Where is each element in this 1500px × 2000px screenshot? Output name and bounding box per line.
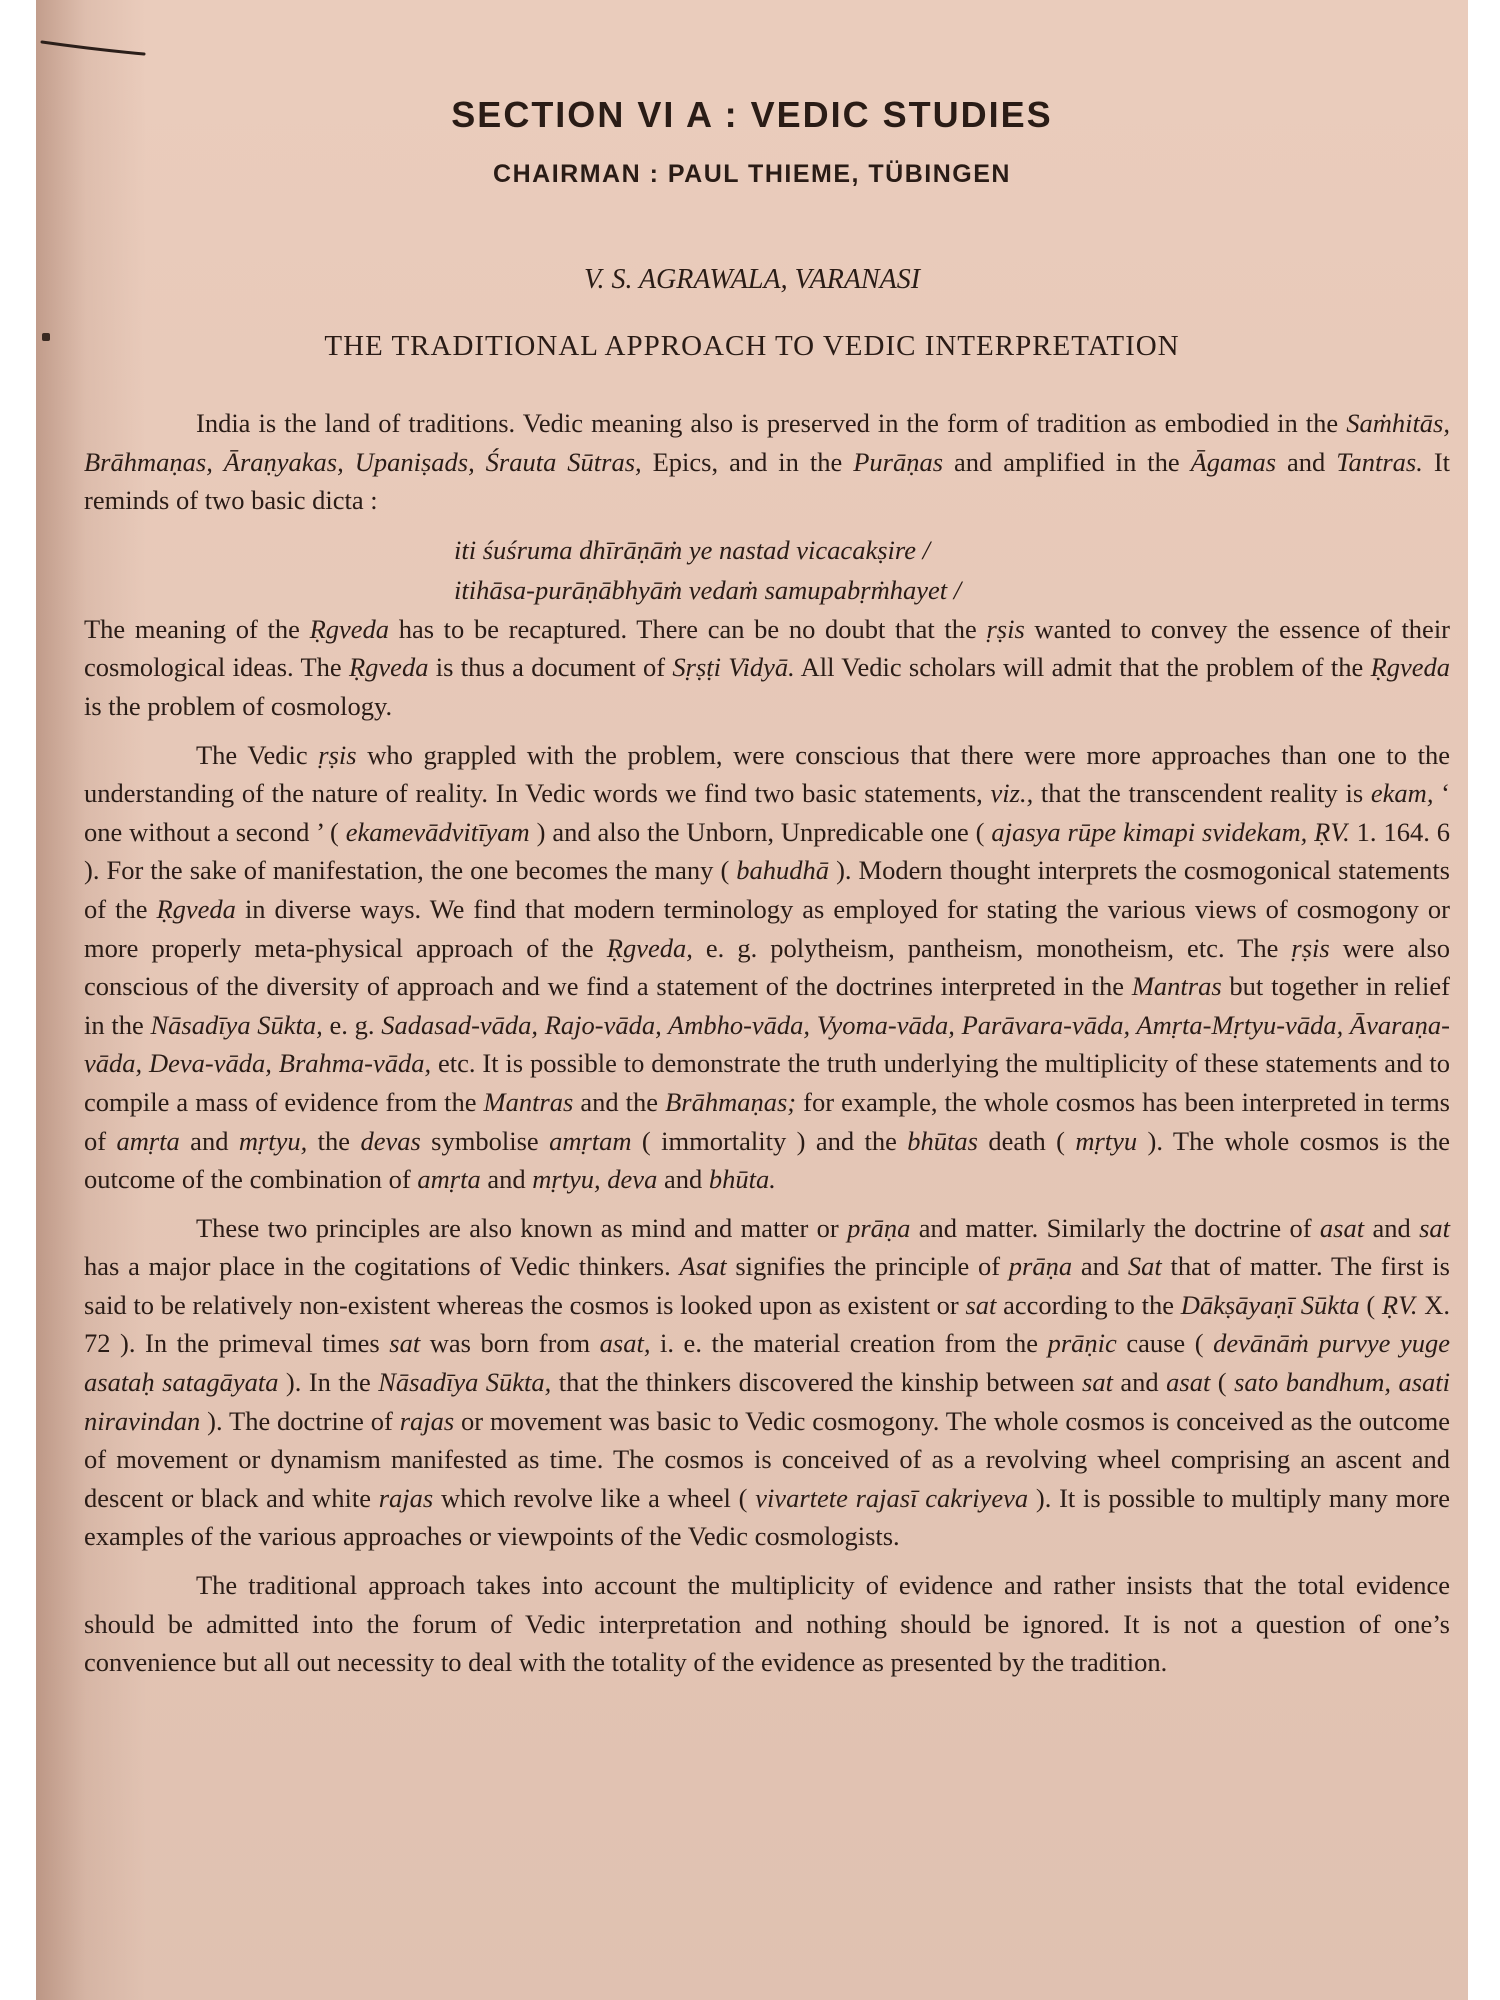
- author-line: V. S. AGRAWALA, VARANASI: [583, 264, 921, 295]
- paragraph-3: The Vedic ṛṣis who grappled with the problem, were conscious that there were more approaches than one to the understanding of the nature of reality. In Vedic words we find two basic statements, viz., that the transcendent reality is ekam, ‘ one without a second ’ ( ekamevādvitīyam ) and also the Unborn, Unpredicable one ( ajasya rūpe kimapi svidekam, ṚV. 1. 164. 6 ). For the sake of manifestation, the one becomes the many ( bahudhā ). Modern thought interprets the cosmogonical statements of the Ṛgveda in diverse ways. We find that modern terminology as employed for stating the various views of cosmogony or more properly meta-physical approach of the Ṛgveda, e. g. polytheism, pantheism, monotheism, etc. The ṛṣis were also conscious of the diversity of approach and we find a statement of the doctrines interpreted in the Mantras but together in relief in the Nāsadīya Sūkta, e. g. Sadasad-vāda, Rajo-vāda, Ambho-vāda, Vyoma-vāda, Parāvara-vāda, Amṛta-Mṛtyu-vāda, Āvaraṇa-vāda, Deva-vāda, Brahma-vāda, etc. It is possible to demonstrate the truth underlying the multiplicity of these statements and to compile a mass of evidence from the Mantras and the Brāhmaṇas; for example, the whole cosmos has been interpreted in terms of amṛta and mṛtyu, the devas symbolise amṛtam ( immortality ) and the bhūtas death ( mṛtyu ). The whole cosmos is the outcome of the combination of amṛta and mṛtyu, deva and bhūta.: [84, 739, 1451, 1195]
- article-title: THE TRADITIONAL APPROACH TO VEDIC INTERPRETATION: [324, 330, 1180, 362]
- paragraph-4: These two principles are also known as mind and matter or prāṇa and matter. Similarly the doctrine of asat and sat has a major place in the cogitations of Vedic thinkers. Asat signifies the principle of prāṇa and Sat that of matter. The first is said to be relatively non-existent whereas the cosmos is looked upon as existent or sat according to the Dākṣāyaṇī Sūkta ( ṚV. X. 72 ). In the primeval times sat was born from asat, i. e. the material creation from the prāṇic cause ( devānāṁ purvye yuge asataḥ satagāyata ). In the Nāsadīya Sūkta, that the thinkers discovered the kinship between sat and asat ( sato bandhum, asati niravindan ). The doctrine of rajas or movement was basic to Vedic cosmogony. The whole cosmos is conceived as the outcome of movement or dynamism manifested as time. The cosmos is conceived of as a revolving wheel comprising an ascent and descent or black and white rajas which revolve like a wheel ( vivartete rajasī cakriyeva ). It is possible to multiply many more examples of the various approaches or viewpoints of the Vedic cosmologists.: [84, 1212, 1450, 1552]
- paragraph-2: The meaning of the Ṛgveda has to be recaptured. There can be no doubt that the ṛṣis wanted to convey the essence of their cosmological ideas. The Ṛgveda is thus a document of Sṛṣṭi Vidyā. All Vedic scholars will admit that the problem of the Ṛgveda is the problem of cosmology.: [84, 613, 1451, 721]
- verse-line: iti śuśruma dhīrāṇāṁ ye nastad vicacakṣire /: [454, 534, 930, 565]
- scanned-page: [36, 0, 1468, 2000]
- chairman-line: CHAIRMAN : PAUL THIEME, TÜBINGEN: [493, 160, 1011, 188]
- article-body: [84, 404, 1450, 1692]
- verse-line: itihāsa-purāṇābhyāṁ vedaṁ samupabṛṁhayet /: [454, 574, 962, 605]
- sanskrit-verse: [454, 530, 1450, 610]
- paragraph-1: India is the land of traditions. Vedic meaning also is preserved in the form of tradition as embodied in the Saṁhitās, Brāhmaṇas, Āraṇyakas, Upaniṣads, Śrauta Sūtras, Epics, and in the Purāṇas and amplified in the Āgamas and Tantras. It reminds of two basic dicta :: [84, 408, 1451, 516]
- pen-stroke-mark: [40, 38, 150, 58]
- paragraph-5: The traditional approach takes into account the multiplicity of evidence and rather insists that the total evidence should be admitted into the forum of Vedic interpretation and nothing should be ignored. It is not a question of one’s convenience but all out necessity to deal with the totality of the evidence as presented by the tradition.: [84, 1570, 1450, 1678]
- section-title: SECTION VI A : VEDIC STUDIES: [451, 94, 1053, 135]
